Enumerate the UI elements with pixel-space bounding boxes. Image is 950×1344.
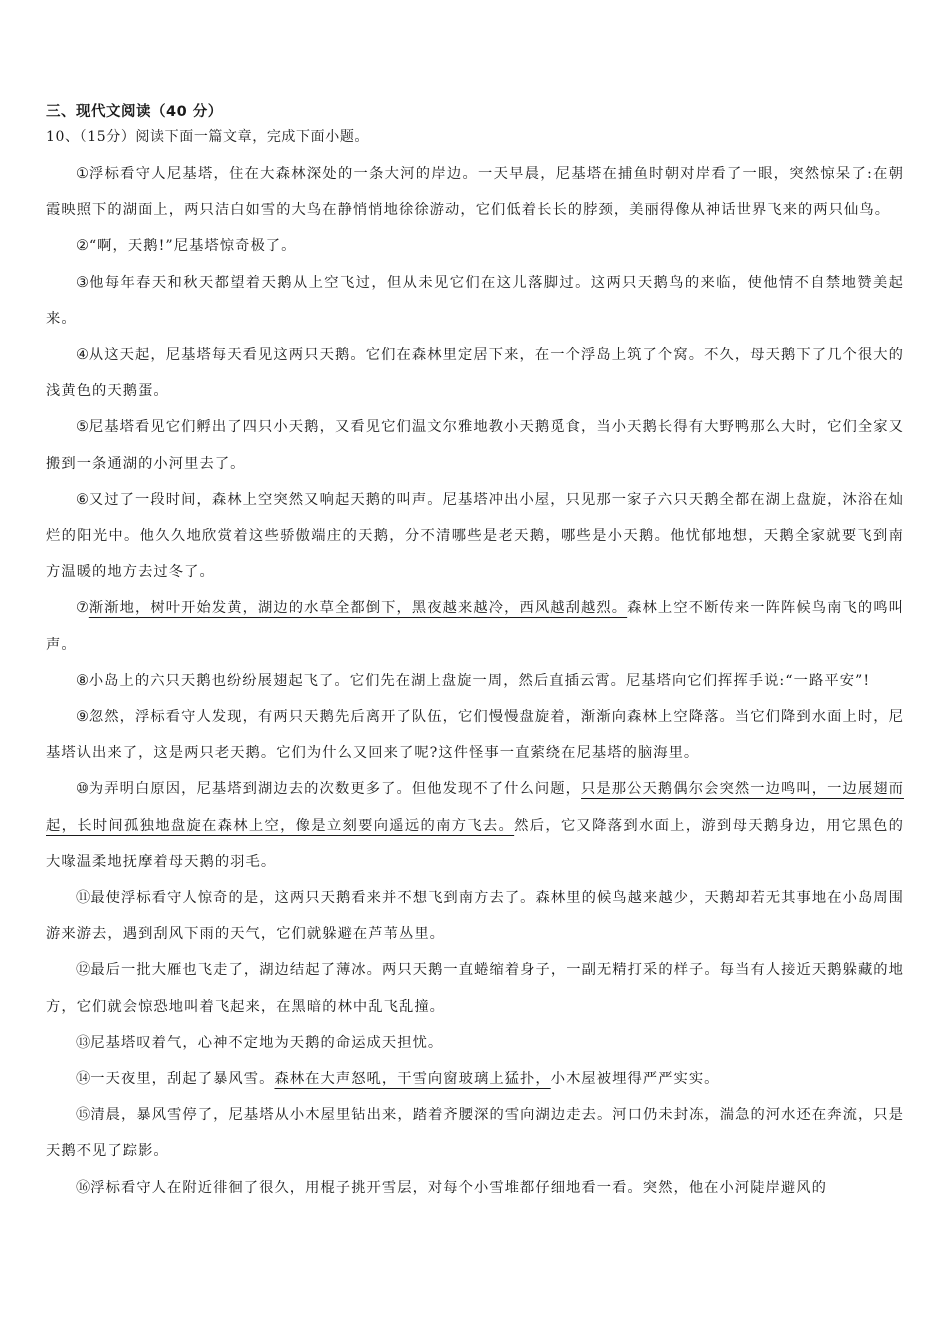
paragraph-number: ⑩ <box>76 781 89 798</box>
paragraph-number: ⑧ <box>76 672 89 689</box>
paragraph-text: 尼基塔叹着气，心神不定地为天鹅的命运成天担忧。 <box>90 1034 444 1051</box>
article-paragraph <box>46 663 904 699</box>
paragraph-number: ② <box>76 238 89 255</box>
underlined-sentence: 只是那公天鹅偶尔会突然一边鸣叫，一边展翅而起，长时间孤独地盘旋在森林上空，像是立刻要向遥远的南方飞去。 <box>46 781 904 834</box>
article-paragraph <box>46 156 904 228</box>
paragraph-number: ⑯ <box>76 1179 91 1196</box>
paragraph-number: ⑭ <box>76 1071 91 1088</box>
paragraph-text: 小岛上的六只天鹅也纷纷展翅起飞了。它们先在湖上盘旋一周，然后直插云霄。尼基塔向它们挥挥手说:“一路平安”! <box>88 672 871 689</box>
paragraph-text: 浮标看守人尼基塔，住在大森林深处的一条大河的岸边。一天早晨，尼基塔在捕鱼时朝对岸看了一眼，突然惊呆了:在朝霞映照下的湖面上，两只洁白如雪的大鸟在静悄悄地徐徐游动，它们低着长长的脖颈，美丽得像从神话世界飞来的两只仙鸟。 <box>46 166 904 219</box>
paragraph-number: ⑫ <box>76 962 91 979</box>
paragraph-number: ⑦ <box>76 600 89 617</box>
article-paragraph <box>46 1097 904 1169</box>
paragraph-number: ⑪ <box>76 890 91 907</box>
article-body <box>46 156 904 1206</box>
paragraph-text: 然后，它又降落到水面上，游到母天鹅身边，用它黑色的大喙温柔地抚摩着母天鹅的羽毛。 <box>46 817 904 870</box>
article-paragraph <box>46 482 904 591</box>
underlined-sentence: 森林在大声怒吼，干雪向窗玻璃上猛扑， <box>274 1071 551 1088</box>
paragraph-number: ⑤ <box>76 419 89 436</box>
article-paragraph <box>46 265 904 337</box>
article-paragraph <box>46 771 904 880</box>
paragraph-number: ⑥ <box>76 491 89 508</box>
article-paragraph <box>46 699 904 771</box>
question-prompt: 10、（15分）阅读下面一篇文章，完成下面小题。 <box>46 129 370 145</box>
paragraph-text: 森林上空不断传来一阵阵候鸟南飞的鸣叫声。 <box>46 600 904 653</box>
paragraph-text: 他每年春天和秋天都望着天鹅从上空飞过，但从未见它们在这儿落脚过。这两只天鹅鸟的来临，使他情不自禁地赞美起来。 <box>46 274 904 327</box>
underlined-sentence: 渐渐地，树叶开始发黄，湖边的水草全都倒下，黑夜越来越冷，西风越刮越烈。 <box>88 600 628 617</box>
paragraph-number: ⑨ <box>76 709 89 726</box>
paragraph-text: 最使浮标看守人惊奇的是，这两只天鹅看来并不想飞到南方去了。森林里的候鸟越来越少，天鹅却若无其事地在小岛周围游来游去，遇到刮风下雨的天气，它们就躲避在芦苇丛里。 <box>46 890 904 943</box>
paragraph-text: 为弄明白原因，尼基塔到湖边去的次数更多了。但他发现不了什么问题， <box>88 781 582 798</box>
article-paragraph <box>46 590 904 662</box>
paragraph-text: 浮标看守人在附近徘徊了很久，用棍子挑开雪层，对每个小雪堆都仔细地看一看。突然，他在小河陡岸避风的 <box>90 1179 827 1196</box>
paragraph-text: 一天夜里，刮起了暴风雪。 <box>90 1071 275 1088</box>
paragraph-number: ⑬ <box>76 1034 91 1051</box>
article-paragraph <box>46 880 904 952</box>
paragraph-number: ④ <box>76 347 89 364</box>
paragraph-text: 最后一批大雁也飞走了，湖边结起了薄冰。两只天鹅一直蜷缩着身子，一副无精打采的样子。每当有人接近天鹅躲藏的地方，它们就会惊恐地叫着飞起来，在黑暗的林中乱飞乱撞。 <box>46 962 904 1015</box>
article-paragraph <box>46 1025 904 1061</box>
paragraph-text: 从这天起，尼基塔每天看见这两只天鹅。它们在森林里定居下来，在一个浮岛上筑了个窝。不久，母天鹅下了几个很大的浅黄色的天鹅蛋。 <box>46 347 904 400</box>
paragraph-text: 清晨，暴风雪停了，尼基塔从小木屋里钻出来，踏着齐腰深的雪向湖边走去。河口仍未封冻，湍急的河水还在奔流，只是天鹅不见了踪影。 <box>46 1107 904 1160</box>
paragraph-text: 小木屋被埋得严严实实。 <box>550 1071 720 1088</box>
paragraph-text: 尼基塔看见它们孵出了四只小天鹅，又看见它们温文尔雅地教小天鹅觅食，当小天鹅长得有大野鸭那么大时，它们全家又搬到一条通湖的小河里去了。 <box>46 419 904 472</box>
paragraph-number: ⑮ <box>76 1107 91 1124</box>
article-paragraph <box>46 1170 904 1206</box>
paragraph-number: ③ <box>76 274 90 291</box>
article-paragraph <box>46 952 904 1024</box>
paragraph-text: 又过了一段时间，森林上空突然又响起天鹅的叫声。尼基塔冲出小屋，只见那一家子六只天鹅全都在湖上盘旋，沐浴在灿烂的阳光中。他久久地欣赏着这些骄傲端庄的天鹅，分不清哪些是老天鹅，哪些是小天鹅。他忧郁地想，天鹅全家就要飞到南方温暖的地方去过冬了。 <box>46 491 904 581</box>
article-paragraph <box>46 228 904 264</box>
article-paragraph <box>46 409 904 481</box>
paragraph-text: “啊，天鹅!”尼基塔惊奇极了。 <box>88 238 297 255</box>
paragraph-text: 忽然，浮标看守人发现，有两只天鹅先后离开了队伍，它们慢慢盘旋着，渐渐向森林上空降落。当它们降到水面上时，尼基塔认出来了，这是两只老天鹅。它们为什么又回来了呢?这件怪事一直萦绕在尼基塔的脑海里。 <box>46 709 904 762</box>
section-title: 三、现代文阅读（40 分） <box>46 104 223 120</box>
paragraph-number: ① <box>76 166 90 182</box>
article-paragraph <box>46 337 904 409</box>
article-paragraph <box>46 1061 904 1097</box>
